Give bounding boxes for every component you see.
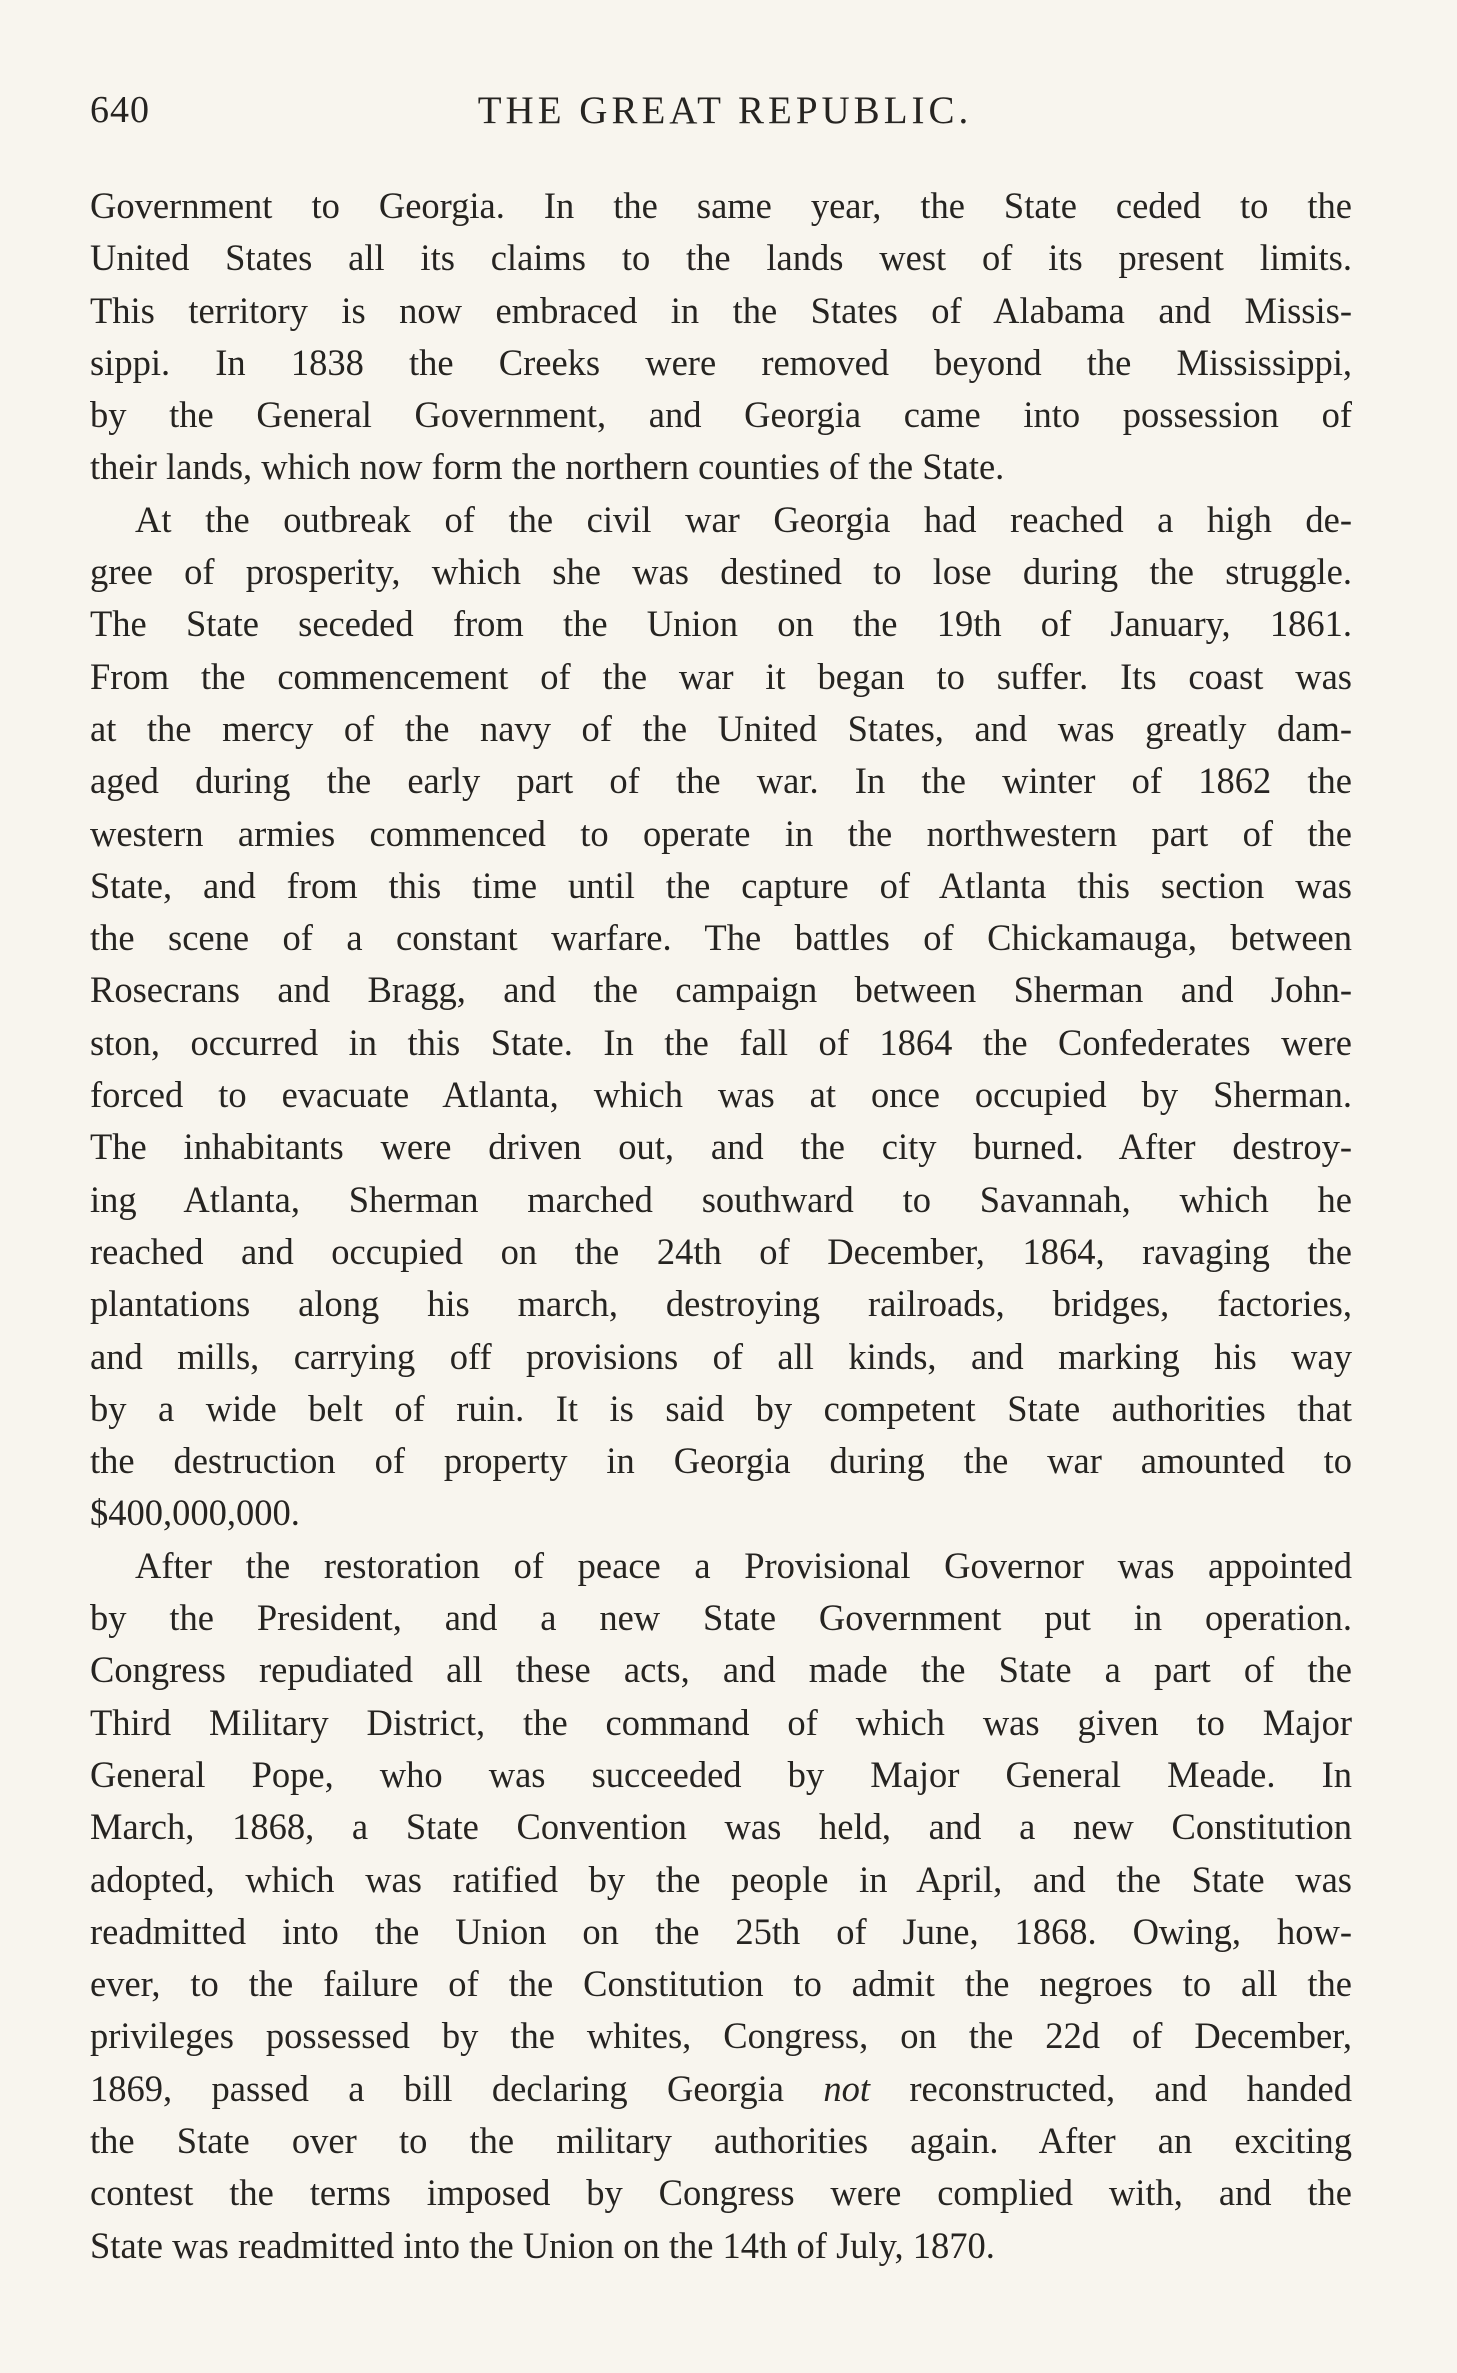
text-line: the destruction of property in Georgia during the war amounted to [90,1440,1352,1482]
page-number: 640 [90,89,150,131]
text-line: Congress repudiated all these acts, and made the State a part of the [90,1649,1352,1691]
text-line: at the mercy of the navy of the United States, and was greatly dam- [90,707,1352,749]
text-line: the scene of a constant warfare. The battles of Chickamauga, between [90,917,1352,959]
body-text [90,180,1352,2272]
text-line: sippi. In 1838 the Creeks were removed beyond the Mississippi, [90,341,1352,383]
text-segment: reconstructed, and handed [870,2067,1352,2109]
paragraph-end-line: $400,000,000. [90,1492,300,1534]
text-line: Third Military District, the command of which was given to Major [90,1701,1352,1743]
text-line: forced to evacuate Atlanta, which was at once occupied by Sherman. [90,1074,1352,1116]
paragraph-end-line: State was readmitted into the Union on the 14th of July, 1870. [90,2224,995,2266]
text-line: This territory is now embraced in the States of Alabama and Missis- [90,289,1352,331]
text-line: gree of prosperity, which she was destined to lose during the struggle. [90,551,1352,593]
text-line: The State seceded from the Union on the 19th of January, 1861. [90,603,1352,645]
text-line: ston, occurred in this State. In the fall of 1864 the Confederates were [90,1021,1352,1063]
text-line: contest the terms imposed by Congress were complied with, and the [90,2172,1352,2214]
italic-word: not [823,2067,870,2109]
text-line: March, 1868, a State Convention was held, and a new Constitution [90,1806,1352,1848]
paragraph-start-line: After the restoration of peace a Provisional Governor was appointed [135,1544,1352,1586]
text-line: reached and occupied on the 24th of December, 1864, ravaging the [90,1230,1352,1272]
running-head [90,88,1360,148]
text-line: ing Atlanta, Sherman marched southward to Savannah, which he [90,1178,1352,1220]
text-line: State, and from this time until the capture of Atlanta this section was [90,864,1352,906]
book-title: THE GREAT REPUBLIC. [477,89,973,132]
text-line: plantations along his march, destroying railroads, bridges, factories, [90,1283,1352,1325]
text-line: the State over to the military authorities again. After an exciting [90,2119,1352,2161]
text-line: General Pope, who was succeeded by Major General Meade. In [90,1753,1352,1795]
paragraph-end-line: their lands, which now form the northern counties of the State. [90,446,1005,488]
text-line: western armies commenced to operate in the northwestern part of the [90,812,1352,854]
text-line: by the President, and a new State Government put in operation. [90,1597,1352,1639]
text-line: ever, to the failure of the Constitution to admit the negroes to all the [90,1963,1352,2005]
paragraph-start-line: At the outbreak of the civil war Georgia had reached a high de- [135,498,1352,540]
text-line: From the commencement of the war it began to suffer. Its coast was [90,655,1352,697]
text-line: and mills, carrying off provisions of all kinds, and marking his way [90,1335,1352,1377]
text-line: by the General Government, and Georgia came into possession of [90,394,1352,436]
text-line: Government to Georgia. In the same year, the State ceded to the [90,185,1352,226]
text-line: United States all its claims to the lands west of its present limits. [90,237,1352,279]
text-line [90,2063,1352,2115]
text-line: privileges possessed by the whites, Congress, on the 22d of December, [90,2015,1352,2057]
text-line: adopted, which was ratified by the people in April, and the State was [90,1858,1352,1900]
text-line: readmitted into the Union on the 25th of June, 1868. Owing, how- [90,1910,1352,1952]
text-line: aged during the early part of the war. In the winter of 1862 the [90,760,1352,802]
text-line: The inhabitants were driven out, and the city burned. After destroy- [90,1126,1352,1168]
text-line: by a wide belt of ruin. It is said by competent State authorities that [90,1387,1352,1429]
text-segment: 1869, passed a bill declaring Georgia [90,2067,824,2109]
text-line: Rosecrans and Bragg, and the campaign between Sherman and John- [90,969,1352,1011]
